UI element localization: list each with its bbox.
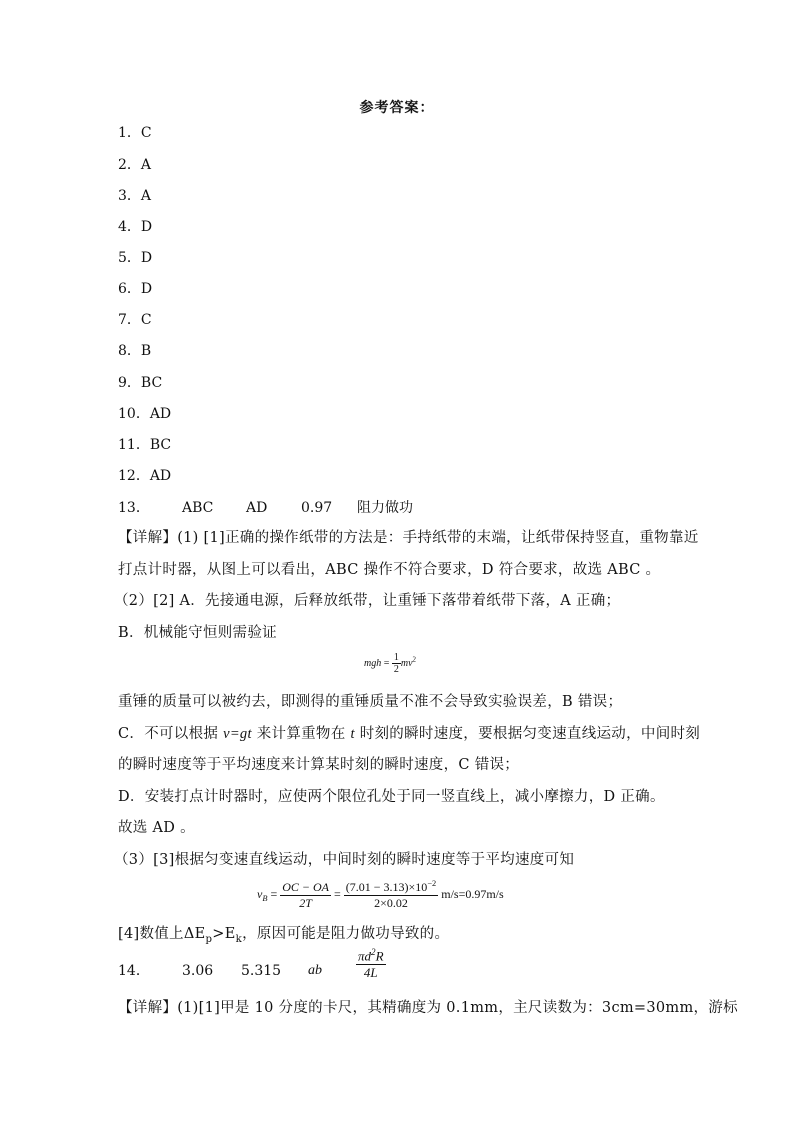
eq-numerator-text: R [375,948,384,964]
eq-numerator: 1 [393,652,399,663]
detail-line [118,724,700,744]
answer-item: 5．D [118,250,153,266]
answer-item: 6．D [118,281,153,297]
answer-item: 4．D [118,219,153,235]
text-run: 来计算重物在 [251,726,351,742]
answer-item: 3．A [118,188,152,204]
q13-label: 13． [118,500,150,516]
eq-numerator-text: πd [358,948,372,964]
eq-equals: = [270,886,281,901]
equation-energy: mgh = $\frac{1}{2}$ $mv^2$ [364,652,417,675]
equation-velocity [257,879,504,911]
eq-exponent: −2 [427,879,437,888]
q14-answer-3: ab [308,963,322,978]
detail-line: 【详解】(1)[1]甲是 10 分度的卡尺，其精确度为 0.1mm，主尺读数为：3cm=30mm，游标 [118,1000,738,1016]
detail-line: （3）[3]根据匀变速直线运动，中间时刻的瞬时速度等于平均速度可知 [114,852,575,868]
eq-denominator: 2T [299,895,312,910]
q14-answer-1: 3.06 [182,963,214,979]
eq-fraction-values [344,879,438,911]
detail-line: 重锤的质量可以被约去，即测得的重锤质量不准不会导致实验误差，B 错误； [118,694,623,710]
text-run: C．不可以根据 [118,726,224,742]
answer-item: 2．A [118,157,152,173]
eq-exponent: 2 [371,947,376,957]
eq-lhs: mgh [364,657,382,669]
q13-answer-4: 阻力做功 [357,500,413,516]
subscript: k [235,933,243,945]
detail-line: D．安装打点计时器时，应使两个限位孔处于同一竖直线上，减小摩擦力，D 正确。 [118,789,665,805]
answer-item: 12．AD [118,468,172,484]
eq-denominator: 2 [393,664,399,675]
detail-line: 【详解】(1) [1]正确的操作纸带的方法是：手持纸带的末端，让纸带保持竖直，重物靠近 [118,530,699,546]
text-run: 时刻的瞬时速度，要根据匀变速直线运动，中间时刻 [354,726,701,742]
q14-answer-2: 5.315 [241,963,282,979]
eq-denominator: 2×0.02 [374,896,408,910]
q14-answer-4 [356,947,386,981]
answer-item: 10．AD [118,406,172,422]
detail-line [118,924,449,950]
detail-line: 的瞬时速度等于平均速度来计算某时刻的瞬时速度，C 错误； [118,757,520,773]
eq-subscript: B [262,894,268,904]
page-title: 参考答案： [359,100,435,116]
detail-line: 打点计时器，从图上可以看出，ABC 操作不符合要求，D 符合要求，故选 ABC 。 [118,562,661,578]
eq-lhs: v [257,886,263,901]
eq-fraction [392,652,401,675]
detail-line: B．机械能守恒则需验证 [118,625,277,641]
eq-equals: = [334,886,344,901]
answer-item: 9．BC [118,375,163,391]
eq-denominator: 4L [363,965,378,981]
formula-vgt: v=gt [223,726,252,742]
eq-equals: = [383,657,390,669]
answer-item: 7．C [118,312,152,328]
q14-label: 14． [118,963,150,979]
eq-fraction [280,880,331,911]
q13-answer-3: 0.97 [301,500,333,516]
q13-answer-2: AD [246,500,268,516]
detail-line: （2）[2] A．先接通电源，后释放纸带，让重锤下落带着纸带下落，A 正确； [114,593,621,609]
detail-line: 故选 AD 。 [118,820,195,836]
eq-numerator [356,947,386,965]
answer-item: 8．B [118,343,152,359]
text-run: [4]数值上ΔE [118,926,206,942]
text-run: ，原因可能是阻力做功导致的。 [242,926,450,942]
eq-rhs: mv [400,657,413,669]
q13-answer-1: ABC [182,500,214,516]
formula-t: t [350,726,355,742]
text-run: >E [212,926,236,942]
subscript: p [205,933,213,945]
eq-numerator: OC − OA [282,879,329,894]
answer-item: 11．BC [118,437,172,453]
answer-item: 1．C [118,125,152,141]
eq-result: m/s=0.97m/s [441,886,504,901]
eq-numerator-text: (7.01 − 3.13)×10 [345,880,428,894]
eq-numerator [344,879,438,896]
eq-fraction [356,947,386,981]
